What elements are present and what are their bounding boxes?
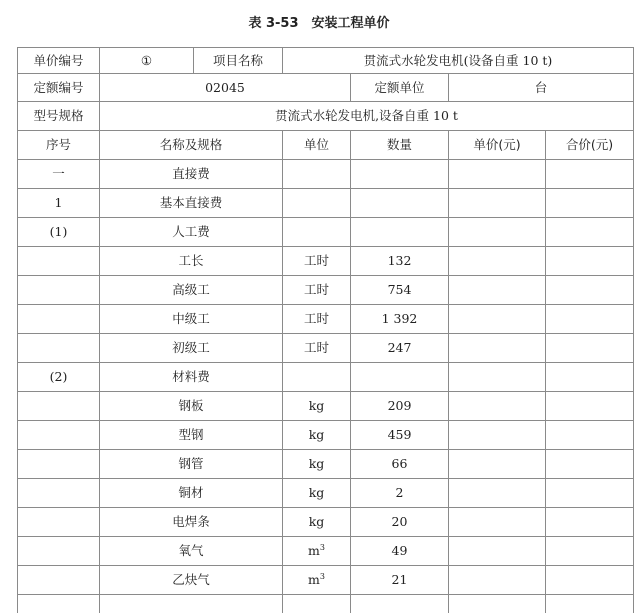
cell-total — [546, 595, 634, 613]
cell-price — [449, 218, 546, 247]
cell-name-text: 钢管 — [178, 456, 203, 471]
cell-name-text: 工长 — [178, 253, 203, 268]
cell-total — [546, 305, 634, 334]
cell-price — [449, 334, 546, 363]
table-row — [18, 566, 634, 595]
table-row — [18, 421, 634, 450]
cell-price — [449, 392, 546, 421]
table-row — [18, 189, 634, 218]
cell-seq — [18, 450, 100, 479]
cell-name-text: 基本直接费 — [160, 195, 223, 210]
cell-price — [449, 247, 546, 276]
quota-no-label: 定额编号 — [18, 74, 100, 102]
cell-name — [100, 595, 283, 613]
cell-qty-text: 2 — [396, 485, 404, 500]
cell-name-text: 直接费 — [172, 166, 210, 181]
cell-unit — [283, 450, 351, 479]
cell-qty — [351, 189, 449, 218]
cell-qty — [351, 421, 449, 450]
cell-total — [546, 450, 634, 479]
cell-total — [546, 218, 634, 247]
cell-name — [100, 189, 283, 218]
project-name-label: 项目名称 — [194, 48, 283, 74]
cell-unit-text: 工时 — [304, 311, 329, 326]
cell-unit — [283, 421, 351, 450]
cell-unit — [283, 189, 351, 218]
cell-seq — [18, 247, 100, 276]
cell-seq — [18, 566, 100, 595]
cell-unit — [283, 363, 351, 392]
quota-unit-value: 台 — [449, 74, 634, 102]
col-header-seq: 序号 — [18, 131, 100, 160]
quota-unit-label: 定额单位 — [351, 74, 449, 102]
cell-name — [100, 334, 283, 363]
cell-unit-text: kg — [309, 456, 325, 471]
cell-qty — [351, 566, 449, 595]
table-row — [18, 305, 634, 334]
cell-price — [449, 363, 546, 392]
cell-name-text: 电焊条 — [172, 514, 210, 529]
cell-seq — [18, 276, 100, 305]
cell-total — [546, 421, 634, 450]
col-header-name: 名称及规格 — [100, 131, 283, 160]
cell-unit — [283, 392, 351, 421]
cell-unit — [283, 537, 351, 566]
cell-price — [449, 276, 546, 305]
cell-name — [100, 218, 283, 247]
cell-unit — [283, 595, 351, 613]
table-row — [18, 363, 634, 392]
cell-total — [546, 160, 634, 189]
cell-price — [449, 479, 546, 508]
cell-seq-text: 1 — [55, 195, 63, 210]
table-row — [18, 508, 634, 537]
unit-superscript: 3 — [320, 572, 325, 581]
cell-name-text: 乙炔气 — [172, 572, 210, 587]
cell-name — [100, 160, 283, 189]
cell-qty — [351, 537, 449, 566]
table-row — [18, 595, 634, 613]
cell-name-text: 氧气 — [178, 543, 203, 558]
cell-unit — [283, 276, 351, 305]
cell-total — [546, 363, 634, 392]
cell-qty — [351, 508, 449, 537]
col-header-price: 单价(元) — [449, 131, 546, 160]
column-header-row — [18, 131, 634, 160]
unit-superscript: 3 — [320, 543, 325, 552]
cell-seq-text: 一 — [52, 166, 65, 181]
cell-qty — [351, 595, 449, 613]
cell-seq — [18, 363, 100, 392]
cell-total — [546, 276, 634, 305]
cell-seq — [18, 537, 100, 566]
cell-qty — [351, 305, 449, 334]
cell-name-text: 中级工 — [172, 311, 210, 326]
cell-seq-text: (1) — [50, 224, 68, 239]
cell-qty-text: 754 — [388, 282, 412, 297]
table-row — [18, 160, 634, 189]
cell-qty — [351, 334, 449, 363]
cell-unit-text: 工时 — [304, 282, 329, 297]
table-row — [18, 276, 634, 305]
cell-name — [100, 363, 283, 392]
cell-qty-text: 459 — [388, 427, 412, 442]
cell-qty-text: 132 — [388, 253, 412, 268]
cell-name — [100, 421, 283, 450]
header-row-quota — [18, 74, 634, 102]
cell-price — [449, 595, 546, 613]
cell-unit-text: m — [308, 572, 320, 587]
price-no-label: 单价编号 — [18, 48, 100, 74]
cell-name — [100, 479, 283, 508]
cell-seq — [18, 218, 100, 247]
cell-total — [546, 479, 634, 508]
cell-price — [449, 160, 546, 189]
cell-price — [449, 566, 546, 595]
cell-name — [100, 392, 283, 421]
cell-unit-text: m — [308, 543, 320, 558]
cell-total — [546, 247, 634, 276]
cell-unit — [283, 566, 351, 595]
cell-price — [449, 508, 546, 537]
cell-qty — [351, 276, 449, 305]
cell-name — [100, 566, 283, 595]
cell-unit — [283, 305, 351, 334]
cell-qty-text: 1 392 — [382, 311, 418, 326]
cell-name — [100, 537, 283, 566]
cell-qty — [351, 218, 449, 247]
table-row — [18, 247, 634, 276]
cell-qty — [351, 392, 449, 421]
table-row — [18, 334, 634, 363]
table-title: 表 3-53 安装工程单价 — [0, 12, 638, 31]
cell-name-text: 初级工 — [172, 340, 210, 355]
cell-seq — [18, 508, 100, 537]
cell-seq — [18, 189, 100, 218]
col-header-total: 合价(元) — [546, 131, 634, 160]
cell-price — [449, 537, 546, 566]
table-row — [18, 479, 634, 508]
cell-total — [546, 537, 634, 566]
cell-qty-text: 49 — [392, 543, 408, 558]
cell-seq — [18, 305, 100, 334]
cell-name-text: 钢板 — [178, 398, 203, 413]
cell-qty-text: 66 — [392, 456, 408, 471]
cell-name-text: 人工费 — [172, 224, 210, 239]
cell-total — [546, 566, 634, 595]
table-row — [18, 537, 634, 566]
cell-price — [449, 305, 546, 334]
col-header-unit: 单位 — [283, 131, 351, 160]
cell-total — [546, 508, 634, 537]
cell-unit-text: kg — [309, 514, 325, 529]
cell-name — [100, 508, 283, 537]
project-name-value: 贯流式水轮发电机(设备自重 10 t) — [283, 48, 634, 74]
cell-qty-text: 21 — [392, 572, 408, 587]
cell-unit-text: 工时 — [304, 253, 329, 268]
cell-seq — [18, 595, 100, 613]
cell-unit — [283, 160, 351, 189]
cell-name-text: 材料费 — [172, 369, 210, 384]
cell-unit — [283, 479, 351, 508]
cell-unit — [283, 508, 351, 537]
cell-total — [546, 334, 634, 363]
table-row — [18, 218, 634, 247]
cell-total — [546, 392, 634, 421]
cell-qty — [351, 363, 449, 392]
cell-unit — [283, 334, 351, 363]
model-value: 贯流式水轮发电机,设备自重 10 t — [100, 102, 634, 131]
price-no-value: ① — [100, 48, 194, 74]
cell-qty — [351, 160, 449, 189]
header-row-price-no — [18, 48, 634, 74]
cell-seq — [18, 479, 100, 508]
cell-unit — [283, 247, 351, 276]
cell-unit — [283, 218, 351, 247]
cell-name-text: 铜材 — [178, 485, 203, 500]
cell-qty — [351, 247, 449, 276]
cell-seq-text: (2) — [50, 369, 68, 384]
cell-unit-text: 工时 — [304, 340, 329, 355]
cell-seq — [18, 334, 100, 363]
cell-seq — [18, 392, 100, 421]
cell-unit-text: kg — [309, 427, 325, 442]
cell-qty-text: 20 — [392, 514, 408, 529]
cell-price — [449, 189, 546, 218]
model-label: 型号规格 — [18, 102, 100, 131]
table-row — [18, 392, 634, 421]
cell-unit-text: kg — [309, 398, 325, 413]
cell-qty — [351, 479, 449, 508]
cell-seq — [18, 160, 100, 189]
cell-name-text: 高级工 — [172, 282, 210, 297]
cell-qty-text: 209 — [388, 398, 412, 413]
cell-unit-text: kg — [309, 485, 325, 500]
cell-price — [449, 421, 546, 450]
cell-qty — [351, 450, 449, 479]
col-header-qty: 数量 — [351, 131, 449, 160]
cell-price — [449, 450, 546, 479]
header-row-model — [18, 102, 634, 131]
table-row — [18, 450, 634, 479]
cell-name — [100, 305, 283, 334]
cell-seq — [18, 421, 100, 450]
quota-no-value: 02045 — [100, 74, 351, 102]
cell-name — [100, 276, 283, 305]
cell-name — [100, 450, 283, 479]
unit-price-table — [17, 47, 634, 613]
cell-name-text: 型钢 — [178, 427, 203, 442]
cell-name — [100, 247, 283, 276]
cell-qty-text: 247 — [388, 340, 412, 355]
cell-total — [546, 189, 634, 218]
